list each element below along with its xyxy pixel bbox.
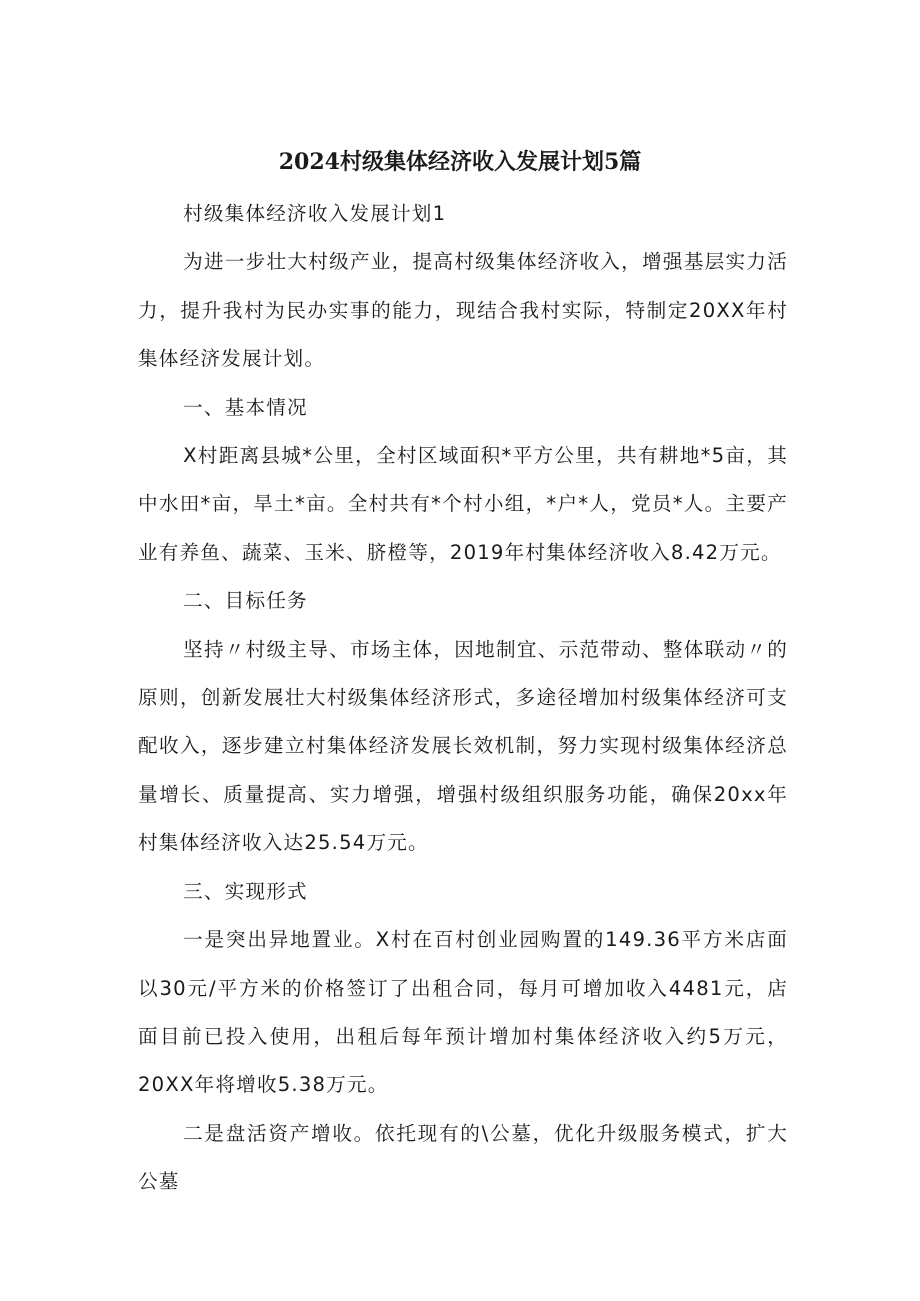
document-title: 2024村级集体经济收入发展计划5篇 <box>278 149 642 175</box>
document-body <box>138 190 788 1207</box>
paragraph-basic-situation: X村距离县城*公里，全村区域面积*平方公里，共有耕地*5亩，其中水田*亩，旱土*亩。全村共有*个村小组，*户*人，党员*人。主要产业有养鱼、蔬菜、玉米、脐橙等，2019年村集体经济收入8.42万元。 <box>138 444 788 564</box>
paragraph-subtitle: 村级集体经济收入发展计划1 <box>183 202 447 225</box>
paragraph-form-two: 二是盘活资产增收。依托现有的\公墓，优化升级服务模式，扩大公墓 <box>138 1121 788 1194</box>
paragraph-form-one: 一是突出异地置业。X村在百村创业园购置的149.36平方米店面以30元/平方米的价格签订了出租合同，每月可增加收入4481元，店面目前已投入使用，出租后每年预计增加村集体经济收入约5万元，20XX年将增收5.38万元。 <box>138 928 788 1097</box>
section-heading-goals: 二、目标任务 <box>183 589 308 613</box>
section-heading-forms: 三、实现形式 <box>183 879 308 903</box>
section-heading-basic-situation: 一、基本情况 <box>183 395 308 419</box>
paragraph-goals: 坚持〃村级主导、市场主体，因地制宜、示范带动、整体联动〃的原则，创新发展壮大村级集体经济形式，多途径增加村级集体经济可支配收入，逐步建立村集体经济发展长效机制，努力实现村级集体经济总量增长、质量提高、实力增强，增强村级组织服务功能，确保20xx年村集体经济收入达25.54万元。 <box>138 637 788 855</box>
paragraph-intro: 为进一步壮大村级产业，提高村级集体经济收入，增强基层实力活力，提升我村为民办实事的能力，现结合我村实际，特制定20XX年村集体经济发展计划。 <box>138 250 788 371</box>
